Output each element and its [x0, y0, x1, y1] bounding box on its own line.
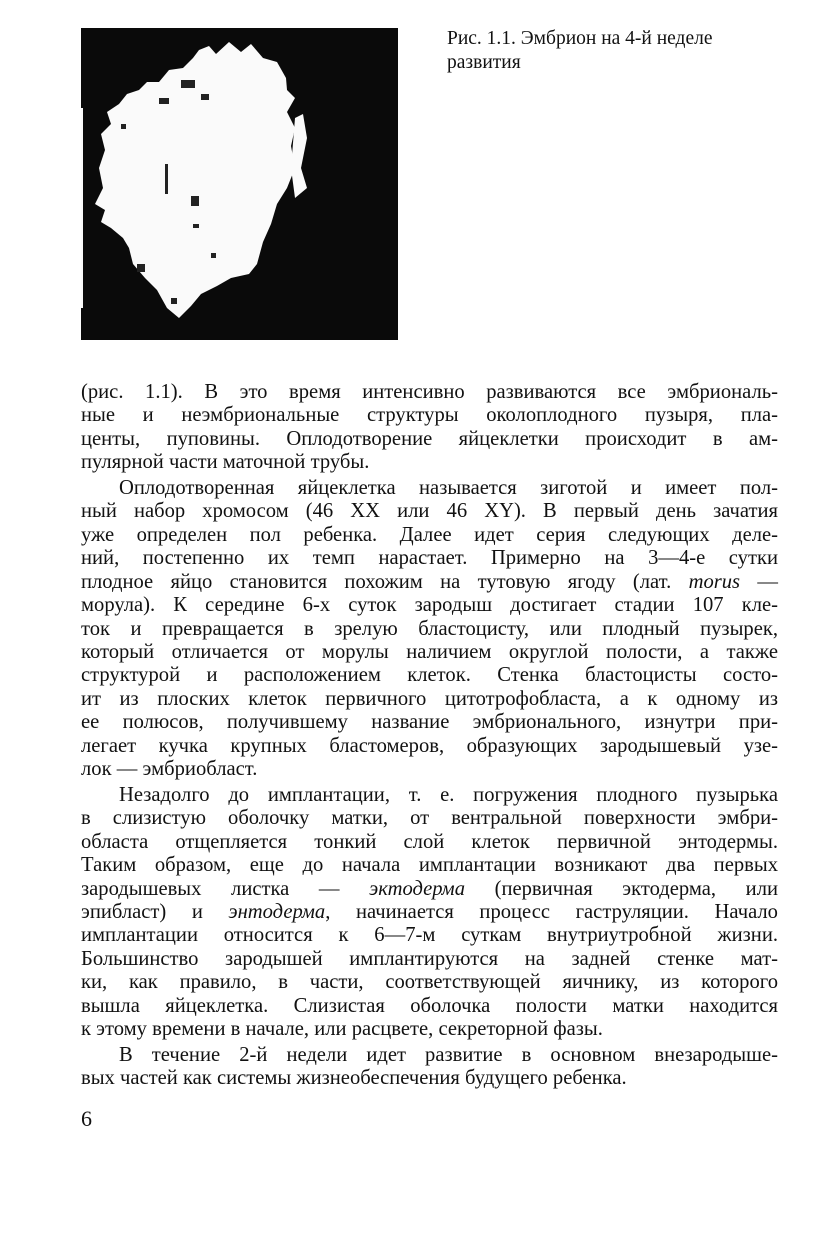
text-segment: Большинство зародышей имплантируются на задней стенке мат- [81, 947, 778, 970]
text-segment: центы, пуповины. Оплодотворение яйцеклетки происходит в ам- [81, 427, 778, 450]
text-line [81, 735, 778, 758]
text-segment: ний, постепенно их темп нарастает. Примерно на 3—4-е сутки [81, 547, 778, 570]
text-line [81, 948, 778, 971]
text-segment: Таким образом, еще до начала имплантации возникают два первых [81, 854, 778, 877]
text-line [81, 641, 778, 664]
text-segment: В течение 2-й недели идет развитие в основном внезародыше- [119, 1043, 778, 1066]
text-segment: вых частей как системы жизнеобеспечения будущего ребенка. [81, 1067, 627, 1090]
text-line [81, 971, 778, 994]
embryo-figure-image [81, 28, 398, 340]
text-segment: структурой и расположением клеток. Стенка бластоцисты состо- [81, 664, 778, 687]
text-line [81, 500, 778, 523]
text-line [81, 711, 778, 734]
text-line [81, 1018, 778, 1041]
text-line [81, 758, 778, 781]
italic-term: эктодерма [369, 877, 465, 900]
text-segment: (первичная эктодерма, или [465, 877, 778, 900]
text-segment: плодное яйцо становится похожим на тутовую ягоду (лат. [81, 570, 689, 593]
italic-term: morus [688, 570, 741, 593]
text-segment: эпибласт) и [81, 900, 229, 923]
text-segment: — [740, 570, 778, 593]
text-segment: который отличается от морулы наличием округлой полости, а также [81, 640, 778, 663]
text-segment: (рис. 1.1). В это время интенсивно развиваются все эмбриональ- [81, 381, 778, 403]
text-segment: областа отщепляется тонкий слой клеток первичной энтодермы. [81, 830, 778, 853]
text-segment: к этому времени в начале, или расцвете, секреторной фазы. [81, 1018, 603, 1041]
paragraph [81, 477, 778, 782]
text-segment: ее полюсов, получившему название эмбрионального, изнутри при- [81, 711, 778, 734]
text-line [81, 995, 778, 1018]
embryo-photo [81, 28, 398, 340]
text-segment: в слизистую оболочку матки, от вентральной поверхности эмбри- [81, 807, 778, 830]
text-line [81, 901, 778, 924]
text-segment: лок — эмбриобласт. [81, 758, 258, 781]
body-text [81, 381, 778, 1093]
text-line [81, 571, 778, 594]
text-segment: имплантации относится к 6—7-м суткам внутриутробной жизни. [81, 924, 778, 947]
text-line [81, 404, 778, 427]
text-line [81, 688, 778, 711]
caption-line: Рис. 1.1. Эмбрион на 4-й неделе [447, 28, 713, 49]
text-segment: вышла яйцеклетка. Слизистая оболочка полости матки находится [81, 994, 778, 1017]
text-line [81, 547, 778, 570]
italic-term: энтодерма [228, 900, 326, 923]
page-number: 6 [81, 1106, 92, 1131]
paragraph [81, 784, 778, 1042]
text-segment: зародышевых листка — [81, 877, 370, 900]
text-segment: легает кучка крупных бластомеров, образующих зародышевый узе- [81, 734, 778, 757]
text-segment: Оплодотворенная яйцеклетка называется зиготой и имеет пол- [119, 476, 778, 499]
text-line [81, 428, 778, 451]
text-segment: ные и неэмбриональные структуры околоплодного пузыря, пла- [81, 404, 778, 427]
text-line [81, 594, 778, 617]
paragraph [81, 381, 778, 475]
text-segment: уже определен пол ребенка. Далее идет серия следующих деле- [81, 523, 778, 546]
text-line [81, 924, 778, 947]
text-segment: морула). К середине 6-х суток зародыш достигает стадии 107 кле- [81, 594, 778, 617]
text-segment: ит из плоских клеток первичного цитотрофобласта, а к одному из [81, 687, 778, 710]
text-line [81, 854, 778, 877]
text-line [81, 664, 778, 687]
text-segment: ток и превращается в зрелую бластоцисту, или плодный пузырек, [81, 617, 778, 640]
text-line [81, 831, 778, 854]
text-segment: ки, как правило, в части, соответствующей яичнику, из которого [81, 971, 778, 994]
text-line [81, 807, 778, 830]
text-line [81, 477, 778, 500]
text-segment: ный набор хромосом (46 XX или 46 XY). В первый день зачатия [81, 500, 778, 523]
text-line [81, 1067, 778, 1090]
text-line [81, 618, 778, 641]
text-line [81, 784, 778, 807]
text-line [81, 524, 778, 547]
caption-line: развития [447, 52, 521, 73]
text-segment: пулярной части маточной трубы. [81, 451, 370, 474]
text-line [81, 381, 778, 404]
text-line [81, 1044, 778, 1067]
text-segment: Незадолго до имплантации, т. е. погружения плодного пузырька [119, 783, 778, 806]
figure-caption [447, 27, 767, 75]
paragraph [81, 1044, 778, 1091]
text-line [81, 451, 778, 474]
text-segment: , начинается процесс гаструляции. Начало [325, 900, 778, 923]
text-line [81, 878, 778, 901]
